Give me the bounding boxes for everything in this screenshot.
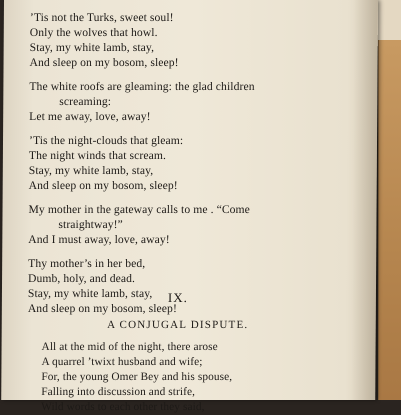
poem-line: ’Tis not the Turks, sweet soul!: [29, 11, 174, 24]
poem-line: Let me away, love, away!: [29, 110, 151, 123]
poem-line: Dumb, holy, and dead.: [28, 272, 136, 285]
section-number: IX.: [167, 290, 188, 305]
poem-line: For, the young Omer Bey and his spouse,: [41, 371, 233, 383]
book-page: [1, 0, 378, 413]
poem-line: Wild words to each other they said,: [41, 401, 205, 413]
poem-line: And sleep on my bosom, sleep!: [29, 56, 179, 69]
poem-line: Stay, my white lamb, stay,: [29, 41, 155, 54]
stanza-3: [29, 133, 369, 193]
poem-line-continuation: screaming:: [59, 95, 112, 108]
poem-line: The white roofs are gleaming: the glad children: [29, 80, 255, 93]
page-text: [27, 0, 370, 413]
stanza-1: [30, 10, 370, 70]
poem-line: And I must away, love, away!: [28, 233, 170, 246]
stanza-2: [29, 79, 369, 124]
poem-conjugal-dispute: [41, 340, 362, 415]
poem-line: Stay, my white lamb, stay,: [27, 287, 153, 300]
stanza-5: [28, 256, 368, 316]
poem-line: Thy mother’s in her bed,: [28, 257, 146, 270]
poem-line: Stay, my white lamb, stay,: [28, 164, 154, 177]
poem-line: ’Tis the night-clouds that gleam:: [28, 134, 184, 147]
poem-line: And sleep on my bosom, sleep!: [28, 179, 178, 192]
poem-line: Falling into discussion and strife,: [41, 386, 196, 398]
poem-line: And sleep on my bosom, sleep!: [27, 302, 177, 315]
poem-line: All at the mid of the night, there arose: [41, 341, 218, 353]
section-title: A CONJUGAL DISPUTE.: [107, 319, 249, 331]
poem-line: Only the wolves that howl.: [29, 26, 158, 39]
stanza-4: [28, 202, 368, 247]
cardboard-edge: [378, 40, 401, 400]
poem-line: My mother in the gateway calls to me . “Come: [28, 203, 250, 216]
poem-line: The night winds that scream.: [28, 149, 167, 162]
poem-line: A quarrel ’twixt husband and wife;: [41, 356, 203, 368]
poem-line-continuation: straightway!”: [58, 218, 123, 231]
